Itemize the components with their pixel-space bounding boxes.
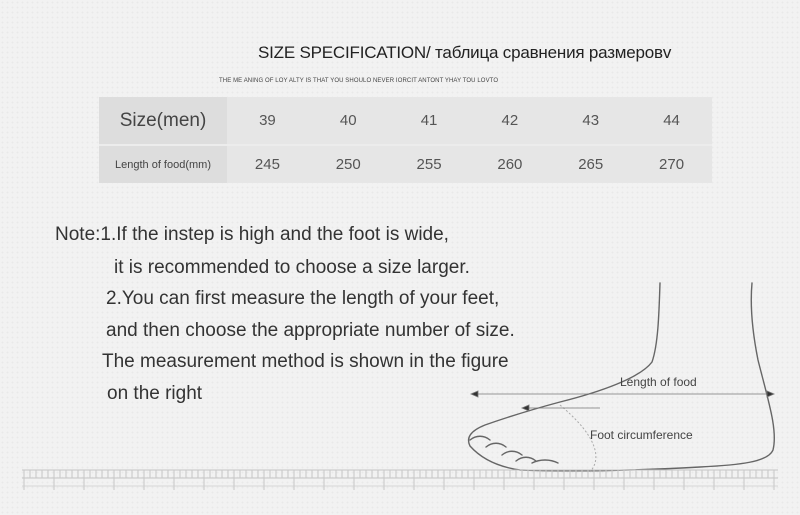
length-arrow-icon <box>471 391 774 397</box>
table-cell: 245 <box>227 145 308 183</box>
table-cell: 44 <box>631 97 712 145</box>
table-cell: 39 <box>227 97 308 145</box>
note-line-3: 2.You can first measure the length of your feet, <box>106 288 500 309</box>
note-line-5: The measurement method is shown in the figure <box>102 351 509 372</box>
size-row-label: Size(men) <box>99 97 227 145</box>
table-cell: 270 <box>631 145 712 183</box>
table-cell: 41 <box>389 97 470 145</box>
circumference-label: Foot circumference <box>590 428 693 442</box>
table-cell: 42 <box>469 97 550 145</box>
note-line-4: and then choose the appropriate number of size. <box>106 320 515 341</box>
page-title: SIZE SPECIFICATION/ таблица сравнения размеровv <box>258 43 672 62</box>
table-cell: 255 <box>389 145 470 183</box>
ruler-icon <box>22 470 778 486</box>
table-cell: 260 <box>469 145 550 183</box>
table-cell: 250 <box>308 145 389 183</box>
table-cell: 40 <box>308 97 389 145</box>
note-line-2: it is recommended to choose a size larger. <box>114 257 470 278</box>
ruler-ticks <box>24 470 774 490</box>
table-cell: 43 <box>550 97 631 145</box>
length-row-label: Length of food(mm) <box>99 145 227 183</box>
table-cell: 265 <box>550 145 631 183</box>
length-label: Length of food <box>620 375 697 389</box>
note-line-1: Note:1.If the instep is high and the foot is wide, <box>55 224 449 245</box>
page-subtitle: THE ME ANING OF LOY ALTY IS THAT YOU SHOULO NEVER IORCIT ANTONT YHAY TOU LOVTO <box>219 78 499 84</box>
note-line-6: on the right <box>107 383 203 404</box>
